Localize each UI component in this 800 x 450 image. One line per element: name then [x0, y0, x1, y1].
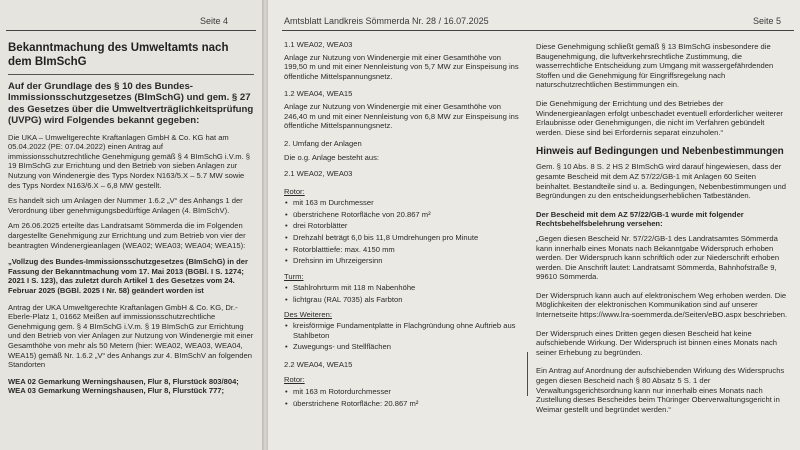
left-column — [8, 42, 254, 396]
list-item: • mit 163 m Durchmesser — [284, 198, 522, 208]
list-item: • Drehzahl beträgt 6,0 bis 11,8 Umdrehungen pro Minute — [284, 233, 522, 243]
list-item: • Zuwegungs- und Stellflächen — [284, 342, 522, 352]
legal-remedy-paragraph-1: „Gegen diesen Bescheid Nr. 57/22/GB-1 des Landratsamtes Sömmerda kann innerhalb eines Monats nach Bekanntgabe Widerspruch erhoben werden. Der Widerspruch kann schriftlich oder zur Niederschrift erhoben werden. Die Anschrift lautet: Landratsamt Sömmerda, Bahnhofstraße 9, 99610 Sömmerda. — [536, 233, 780, 282]
permit-conditions-paragraph: Die Genehmigung der Errichtung und des Betriebes der Windenergieanlagen erfolgt unbeschadet eventuell erforderlicher weiterer Erlaubnisse oder Genehmigungen, die nicht im Verfahren gebündelt werden. Diese sind bei Erfordernis separat einzuholen.“ — [536, 98, 783, 137]
permit-scope-paragraph: Diese Genehmigung schließt gemäß § 13 BImSchG insbesondere die Baugenehmigung, die luftverkehrsrechtliche Zustimmung, die wasserrechtliche Entscheidung zum Umgang mit wassergefährdenden Stoffen und die Genehmigung für Eingriffsregelung nach naturschutzrechtlichen Bestimmungen ein. — [536, 42, 774, 90]
list-item: • mit 163 m Rotordurchmesser — [284, 387, 522, 397]
list-item: • kreisförmige Fundamentplatte in Flachgründung ohne Auftrieb aus Stahlbeton — [284, 321, 522, 340]
legal-remedy-paragraph-4: Ein Antrag auf Anordnung der aufschiebenden Wirkung des Widerspruchs gegen diesen Bescheid nach § 80 Absatz 5 S. 1 der Verwaltungsgerichtsordnung kann nur innerhalb eines Monats nach Zustellung dieses Bescheides beim Thüringer Oberverwaltungsgericht in Weimar gestellt und begründet werden.“ — [536, 366, 785, 414]
list-item: • überstrichene Rotorfläche: 20.867 m² — [284, 399, 522, 409]
notice-paragraph-1: Die UKA – Umweltgerechte Kraftanlagen GmbH & Co. KG hat am 05.04.2022 (PE: 07.04.2022) einen Antrag auf immissionsschutzrechtliche Genehmigung gemäß § 4 BImSchG i.V.m. § 19 BImSchG zur Errichtung und den Betrieb von sieben Anlagen zur Nutzung von Windenergie des Typs Nordex N163/5.X – 5.7 MW sowie des Typs Nordex N163/6.X – 6,8 MW gestellt. — [8, 132, 250, 190]
list-item: • drei Rotorblätter — [284, 221, 522, 231]
turm-label: Turm: — [284, 271, 304, 281]
section-2-1-heading: 2.1 WEA02, WEA03 — [284, 168, 353, 178]
weiteres-list — [284, 321, 522, 352]
title-rule — [8, 74, 254, 75]
legal-remedy-intro: Der Bescheid mit dem AZ 57/22/GB-1 wurde mit folgender Rechtsbehelfsbelehrung versehen: — [536, 209, 744, 229]
site-wea02: WEA 02 Gemarkung Werningshausen, Flur 8, Flurstück 803/804; — [8, 376, 239, 386]
section-1-2-heading: 1.2 WEA04, WEA15 — [284, 89, 353, 99]
left-header-rule — [6, 30, 256, 31]
list-item: • Drehsinn im Uhrzeigersinn — [284, 256, 522, 266]
list-item: • überstrichene Rotorfläche von 20.867 m² — [284, 210, 522, 220]
right-column-1 — [284, 40, 522, 408]
rotor2-label: Rotor: — [284, 375, 305, 385]
conditions-paragraph: Gem. § 10 Abs. 8 S. 2 HS 2 BImSchG wird darauf hingewiesen, dass der gesamte Bescheid mit dem AZ 57/22/GB-1 mit Anlagen 60 Seiten beinhaltet. Bestandteile sind u. a. Bedingungen, Nebenbestimmungen und Begründungen zu den entscheidungserheblichen Tatbeständen. — [536, 162, 786, 201]
section-2-intro: Die o.g. Anlage besteht aus: — [284, 153, 379, 163]
notice-title: Bekanntmachung des Umweltamts nach dem BImSchG — [8, 42, 229, 68]
section-1-1-text: Anlage zur Nutzung von Windenergie mit einer Gesamthöhe von 199,50 m und mit einer Nennleistung von 5,7 MW zur Einspeisung ins öffentliche Mittelspannungsnetz. — [284, 52, 519, 81]
notice-legal-basis: „Vollzug des Bundes-Immissionsschutzgesetzes (BImSchG) in der Fassung der Bekanntmachung vom 17. Mai 2013 (BGBl. I S. 1274; 2021 I S. 123), das zuletzt durch Artikel 1 des Gesetzes vom 24. Februar 2025 (BGBl. 2025 I Nr. 58) geändert worden ist — [8, 257, 248, 295]
weiteres-label: Des Weiteren: — [284, 310, 332, 320]
list-item: • Rotorblatttiefe: max. 4150 mm — [284, 245, 522, 255]
section-2-2-heading: 2.2 WEA04, WEA15 — [284, 359, 353, 369]
section-1-2-text: Anlage zur Nutzung von Windenergie mit einer Gesamthöhe von 246,40 m und mit einer Nennleistung von 6,8 MW zur Einspeisung ins öffentliche Mittelspannungsnetz. — [284, 101, 519, 131]
conditions-heading: Hinweis auf Bedingungen und Nebenbestimmungen — [536, 146, 784, 158]
rotor-list — [284, 198, 522, 266]
legal-remedy-paragraph-2: Der Widerspruch kann auch auf elektronischem Weg erhoben werden. Die Möglichkeiten der elektronischen Kommunikation sind auf unserer Internetseite https://www.lra-soemmerda.de/Seiten/eBO.aspx beschrieben. — [536, 290, 788, 320]
left-page-number: Seite 4 — [200, 16, 229, 26]
right-header-rule — [282, 30, 794, 31]
section-2-heading: 2. Umfang der Anlagen — [284, 138, 362, 148]
right-page-number: Seite 5 — [753, 16, 782, 26]
turm-list — [284, 283, 522, 304]
right-column-2 — [536, 42, 792, 414]
notice-lead: Auf der Grundlage des § 10 des Bundes-Immissionsschutzgesetzes (BImSchG) und gem. § 27 des Gesetzes über die Umweltverträglichkeitsprüfung (UVPG) wird Folgendes bekannt gegeben: — [8, 81, 254, 127]
section-1-1-heading: 1.1 WEA02, WEA03 — [284, 40, 353, 49]
notice-paragraph-2: Es handelt sich um Anlagen der Nummer 1.6.2 „V“ des Anhangs 1 der Verordnung über genehmigungsbedürftige Anlagen (4. BImSchV). — [8, 196, 243, 215]
legal-remedy-paragraph-3: Der Widerspruch eines Dritten gegen diesen Bescheid hat keine aufschiebende Wirkung. Der Widerspruch ist binnen eines Monats nach seiner Erhebung zu begründen. — [536, 328, 778, 357]
list-item: • lichtgrau (RAL 7035) als Farbton — [284, 295, 522, 305]
right-page — [268, 0, 800, 450]
site-wea03: WEA 03 Gemarkung Werningshausen, Flur 8, Flurstück 777; — [8, 386, 225, 396]
list-item: • Stahlrohrturm mit 118 m Nabenhöhe — [284, 283, 522, 293]
right-page-header: Amtsblatt Landkreis Sömmerda Nr. 28 / 16.07.2025 — [284, 16, 489, 26]
notice-paragraph-5: Antrag der UKA Umweltgerechte Kraftanlagen GmbH & Co. KG, Dr.-Eberle-Platz 1, 01662 Meißen auf immissionsschutzrechtliche Genehmigung gem. § 4 BImSchG i.V.m. § 19 BImSchG zur Errichtung und den Betrieb von vier Anlagen zur Nutzung von Windenergie mit einer Gesamthöhe von mehr als 50 Metern (hier: WEA02, WEA03, WEA04, WEA15) gemäß Nr. 1.6.2 „V“ des Anhangs zur 4. BImSchV an folgenden Standorten — [8, 302, 254, 370]
margin-pen-mark — [527, 352, 528, 396]
left-page — [0, 0, 262, 450]
rotor-label: Rotor: — [284, 186, 305, 196]
rotor2-list — [284, 387, 522, 408]
notice-paragraph-3: Am 26.06.2025 erteilte das Landratsamt Sömmerda die im Folgenden dargestellte Genehmigung zur Errichtung und zum Betrieb von vier der beantragten Windenergieanlagen (WEA02; WEA03; WEA04; WEA15): — [8, 221, 246, 250]
